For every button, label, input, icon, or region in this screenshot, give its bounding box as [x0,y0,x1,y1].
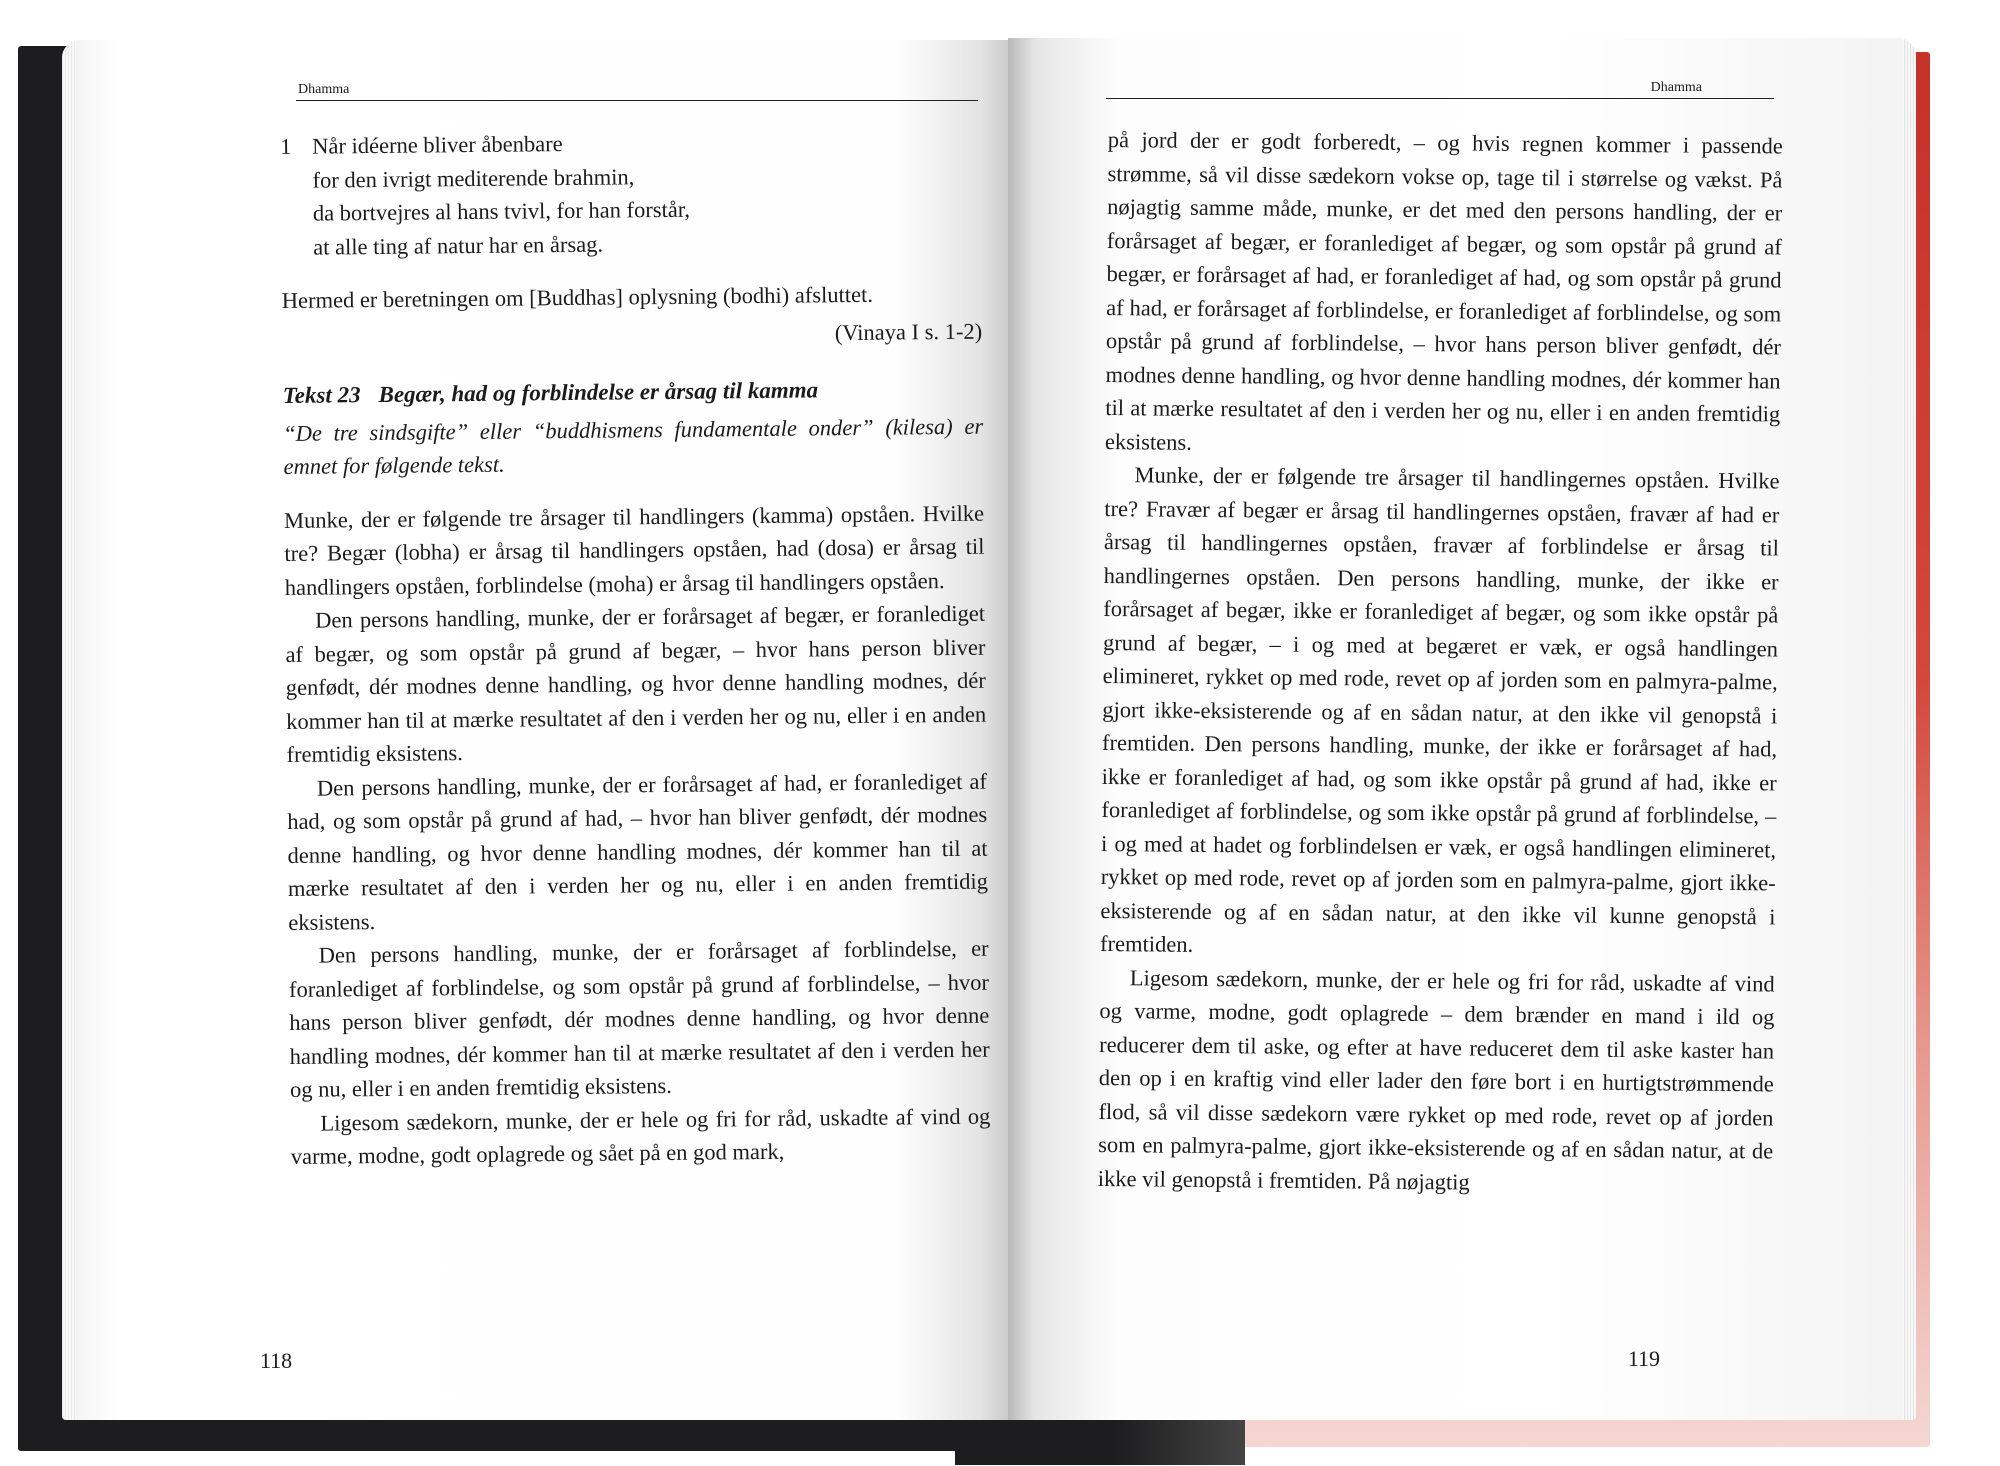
section-intro: “De tre sindsgifte” eller “buddhismens fundamentale onder” (kilesa) er emnet for følgende tekst. [283,413,984,479]
poem [280,123,981,264]
body-paragraph: Den persons handling, munke, der er forårsaget af begær, er foranlediget af begær, og som opstår på grund af begær, – hvor hans person bliver genfødt, dér modnes denne handling, og hvor denne handling modnes, dér kommer han til at mærke resultatet af den i verden her og nu, eller i en anden fremtidig eksistens. [285,600,987,767]
poem-line: Når idéerne bliver åbenbare [312,131,563,159]
body-paragraph: Den persons handling, munke, der er forårsaget af had, er foranlediget af had, og som opstår på grund af had, – hvor han bliver genfødt, dér modnes denne handling, og hvor denne handling modnes, dér kommer han til at mærke resultatet af den i verden her og nu, eller i en anden fremtidig eksistens. [287,768,989,935]
page-edges-right [1902,38,1916,1420]
poem-line: da bortvejres al hans tvivl, for han forstår, [312,196,691,226]
body-paragraph: Munke, der er følgende tre årsager til handlingernes opståen. Hvilke tre? Fravær af begær er årsag til handlingernes opståen, fravær af had er årsag til handlingernes opståen, fravær af forblindelse er årsag til handlingernes opståen. Den persons handling, munke, der ikke er forårsaget af begær, ikke er foranlediget af begær, og som ikke opstår på grund af begær, – i og med at begæret er væk, er også handlingen elimineret, rykket op med rode, revet op af jorden som en palmyra-palme, gjort ikke-eksisterende og af en sådan natur, at den ikke vil genopstå i fremtiden. Den persons handling, munke, der ikke er forårsaget af had, ikke er foranlediget af had, og som ikke opstår på grund af had, ikke er foranlediget af forblindelse, og som ikke opstår på grund af forblindelse, – i og med at hadet og forblindelsen er væk, er også handlingen elimineret, rykket op med rode, revet op af jorden som en palmyra-palme, gjort ikke-eksisterende og af en sådan natur, at den ikke vil kunne genopstå i fremtiden. [1100,462,1780,957]
page-number: 118 [260,1348,293,1373]
poem-line: for den ivrigt mediterende brahmin, [312,163,635,193]
body-paragraph: Ligesom sædekorn, munke, der er hele og fri for råd, uskadte af vind og varme, modne, godt oplagrede – dem brænder en mand i ild og reducerer dem til aske, og efter at have reduceret dem til aske kaster han den op i en kraftig vind eller lader den føre bort i en hurtigtstrømmende flod, så vil disse sædekorn være rykket op med rode, revet op af jorden som en palmyra-palme, gjort ikke-eksisterende og af en sådan natur, at de ikke vil genopstå i fremtiden. På nøjagtig [1097,964,1775,1195]
page-edges-left [62,40,76,1420]
poem-number: 1 [280,133,292,159]
conclusion-line: Hermed er beretningen om [Buddhas] oplysning (bodhi) afsluttet. [281,281,873,313]
poem-line: at alle ting af natur har en årsag. [313,231,604,260]
body-paragraph: Den persons handling, munke, der er forårsaget af forblindelse, er foranlediget af forblindelse, og som opstår på grund af forblindelse, – hvor hans person bliver genfødt, dér modnes denne handling, og hvor denne handling modnes, dér kommer han til at mærke resultatet af den i verden her og nu, eller i en anden fremtidig eksistens. [288,935,990,1102]
body-paragraph: Ligesom sædekorn, munke, der er hele og fri for råd, uskadte af vind og varme, modne, godt oplagrede og sået på en god mark, [290,1103,991,1169]
right-page [1008,38,1916,1420]
left-text-block [280,123,991,1174]
running-head: Dhamma [298,82,350,97]
right-text-block [1098,123,1783,1201]
section-label: Tekst 23 [282,382,361,408]
source-citation: (Vinaya I s. 1-2) [834,318,983,345]
header-rule [296,100,978,101]
header-rule [1106,98,1774,99]
left-page [62,40,1010,1420]
body-paragraph: på jord der er godt forberedt, – og hvis regnen kommer i passende strømme, så vil disse sædekorn vokse op, tage til i størrelse og vækst. På nøjagtig samme måde, munke, er det med den persons handling, der er forårsaget af begær, er foranlediget af begær, og som opstår på grund af begær, er forårsaget af had, er foranlediget af had, og som opstår på grund af had, er forårsaget af forblindelse, er foranlediget af forblindelse, og som opstår på grund af forblindelse, – hvor hans person bliver genfødt, dér modnes denne handling, og hvor denne handling modnes, dér kommer han til at mærke resultatet af den i verden her og nu, eller i en anden fremtidig eksistens. [1104,126,1783,455]
section-title: Begær, had og forblindelse er årsag til kamma [378,377,819,407]
running-head: Dhamma [1650,80,1702,95]
page-number: 119 [1627,1346,1660,1371]
section-heading [283,372,983,413]
body-paragraph: Munke, der er følgende tre årsager til handlingers (kamma) opståen. Hvilke tre? Begær (lobha) er årsag til handlingers opståen, had (dosa) er årsag til handlingers opståen, forblindelse (moha) er årsag til handlingers opståen. [283,500,985,600]
